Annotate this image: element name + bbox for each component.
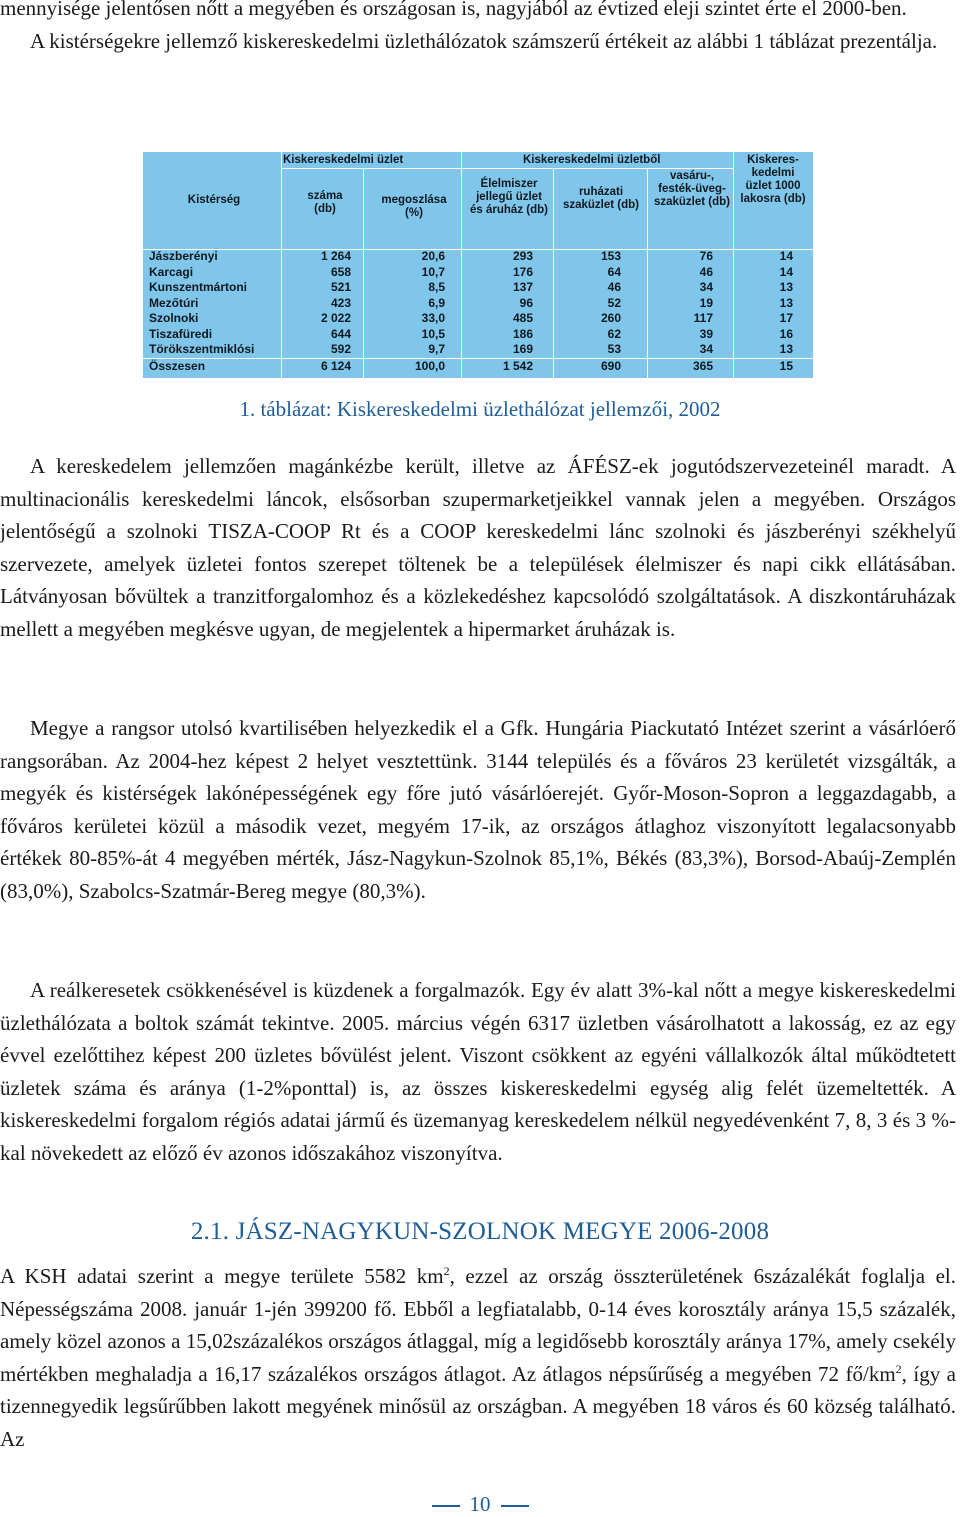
- page-number-dash: [432, 1505, 460, 1507]
- cell-szama: 644: [330, 326, 351, 341]
- retail-network-table: [143, 152, 813, 378]
- cell-kisterseg: Összesen: [149, 359, 206, 373]
- cell-elelmiszer: 137: [512, 280, 533, 294]
- cell-vasaru: 19: [699, 295, 713, 310]
- cell-szama: 592: [330, 342, 351, 356]
- cell-kisterseg: Tiszafüredi: [149, 326, 213, 341]
- cell-vasaru: 76: [699, 249, 713, 263]
- cell-per1000: 13: [779, 295, 793, 310]
- cell-kisterseg: Szolnoki: [149, 311, 199, 325]
- intro-paragraph: [0, 0, 956, 57]
- cell-vasaru: 46: [699, 264, 713, 279]
- header-kisterseg: Kistérség: [187, 194, 241, 206]
- cell-megoszlasa: 10,5: [421, 326, 445, 341]
- cell-elelmiszer: 293: [512, 249, 533, 263]
- cell-megoszlasa: 10,7: [421, 264, 445, 279]
- header-szama: száma (db): [307, 190, 343, 215]
- cell-elelmiszer: 1 542: [502, 359, 533, 373]
- cell-szama: 6 124: [320, 359, 351, 373]
- header-per1000: Kiskeres-kedelmi üzlet 1000 lakosra (db): [740, 154, 806, 205]
- cell-megoszlasa: 20,6: [421, 249, 445, 263]
- paragraph-1: [0, 450, 956, 646]
- cell-ruhazati: 690: [600, 359, 621, 373]
- table-row: [143, 311, 813, 327]
- cell-per1000: 16: [779, 326, 793, 341]
- cell-vasaru: 34: [699, 280, 713, 294]
- intro-line-2: A kistérségekre jellemző kiskereskedelmi üzlethálózatok számszerű értékeit az alábbi 1 táblázat prezentálja.: [30, 28, 938, 53]
- cell-ruhazati: 64: [607, 264, 621, 279]
- cell-per1000: 13: [779, 280, 793, 294]
- header-elelmiszer: Élelmiszer jellegű üzlet és áruház (db): [470, 178, 548, 216]
- cell-vasaru: 365: [692, 359, 713, 373]
- table-row: [143, 249, 813, 265]
- cell-per1000: 15: [779, 359, 793, 373]
- cell-megoszlasa: 6,9: [428, 295, 445, 310]
- cell-ruhazati: 153: [600, 249, 621, 263]
- cell-szama: 521: [330, 280, 351, 294]
- cell-megoszlasa: 8,5: [428, 280, 445, 294]
- grid-line: [281, 168, 733, 169]
- table-row-total: [143, 359, 813, 375]
- intro-line-1: mennyisége jelentősen nőtt a megyében és országosan is, nagyjából az évtized eleji szintet érte el 2000-ben.: [0, 0, 907, 20]
- paragraph-4: [0, 1260, 956, 1456]
- cell-kisterseg: Jászberényi: [149, 249, 218, 263]
- paragraph-4-text-a: A KSH adatai szerint a megye területe 5582 km: [0, 1264, 444, 1288]
- cell-vasaru: 39: [699, 326, 713, 341]
- superscript: 2: [895, 1361, 902, 1376]
- paragraph-1-text: A kereskedelem jellemzően magánkézbe került, illetve az ÁFÉSZ-ek jogutódszervezeteinél maradt. A multinacionális kereskedelmi láncok, elsősorban szupermarketjeikkel vannak jelen a megyében. Országos jelentőségű a szolnoki TISZA-COOP Rt és a COOP kereskedelmi lánc szolnoki és jászberényi székhelyű szervezete, amelyek üzletei fontos szerepet töltenek be a települések élelmiszer és napi cikk ellátásában. Látványosan bővültek a tranzitforgalomhoz és a közlekedéshez kapcsolódó szolgáltatások. A diszkontáruházak mellett a megyében megkésve ugyan, de megjelentek a hipermarket áruházak is.: [0, 454, 956, 641]
- cell-szama: 2 022: [320, 311, 351, 325]
- cell-per1000: 14: [779, 249, 793, 263]
- page-number-text: 10: [469, 1492, 491, 1516]
- cell-megoszlasa: 9,7: [428, 342, 445, 356]
- header-ruhazati: ruházati szaküzlet (db): [562, 186, 640, 211]
- header-megoszlasa: megoszlása (%): [381, 194, 447, 219]
- table-row: [143, 296, 813, 312]
- section-heading: 2.1. JÁSZ-NAGYKUN-SZOLNOK MEGYE 2006-2008: [190, 1218, 770, 1245]
- cell-kisterseg: Mezőtúri: [149, 295, 199, 310]
- superscript: 2: [443, 1264, 450, 1278]
- cell-ruhazati: 53: [607, 342, 621, 356]
- cell-per1000: 17: [779, 311, 793, 325]
- cell-kisterseg: Kunszentmártoni: [149, 280, 248, 294]
- cell-megoszlasa: 33,0: [421, 311, 445, 325]
- cell-ruhazati: 260: [600, 311, 621, 325]
- cell-elelmiszer: 96: [519, 295, 533, 310]
- cell-per1000: 13: [779, 342, 793, 356]
- cell-szama: 1 264: [320, 249, 351, 263]
- cell-megoszlasa: 100,0: [414, 359, 445, 373]
- paragraph-4-text-b: , ezzel az ország összterületének 6százalékát foglalja el. Népességszáma 2008. január 1-jén 399200 fő. Ebből a legfiatalabb, 0-14 éves korosztály aránya 15,5 százalék, amely közel azonos a 15,02százalékos országos átlaggal, míg a legidősebb korosztály aránya 17%, amely csekély mértékben meghaladja a 16,17 százalékos országos átlagot. Az átlagos népsűrűség a megyében 72 fő/km: [0, 1264, 956, 1386]
- cell-ruhazati: 52: [607, 295, 621, 310]
- cell-ruhazati: 62: [607, 326, 621, 341]
- table-row: [143, 265, 813, 281]
- cell-szama: 423: [330, 295, 351, 310]
- table-row: [143, 327, 813, 343]
- page-number-dash: [501, 1505, 529, 1507]
- page-number: [0, 1492, 960, 1517]
- cell-elelmiszer: 186: [512, 326, 533, 341]
- header-group-uzlet: Kiskereskedelmi üzlet: [283, 154, 404, 166]
- cell-szama: 658: [330, 264, 351, 279]
- cell-vasaru: 117: [693, 311, 713, 325]
- table-row: [143, 280, 813, 296]
- paragraph-4-text-c: , így a tizennegyedik legsűrűbben lakott megyének minősül az országban. A megyében 18 város és 60 község található. Az: [0, 1361, 956, 1451]
- header-vasaru: vasáru-, festék-üveg-szaküzlet (db): [653, 170, 731, 208]
- cell-elelmiszer: 176: [512, 264, 533, 279]
- paragraph-3-text: A reálkeresetek csökkenésével is küzdenek a forgalmazók. Egy év alatt 3%-kal nőtt a megye kiskereskedelmi üzlethálózata a boltok számát tekintve. 2005. március végén 6317 üzletben vásárolhatott a lakosság, ez az egy évvel ezelőttihez képest 200 üzletes bővülést jelent. Viszont csökkent az egyéni vállalkozók által működtetett üzletek száma és aránya (1-2%ponttal) is, az összes kiskereskedelmi egység alig felét üzemeltették. A kiskereskedelmi forgalom régiós adatai jármű és üzemanyag kereskedelem nélkül negyedévenként 7, 8, 3 és 3 %-kal növekedett az előző év azonos időszakához viszonyítva.: [0, 978, 956, 1165]
- header-group-uzletbol: Kiskereskedelmi üzletből: [523, 154, 661, 166]
- cell-per1000: 14: [779, 264, 793, 279]
- table-caption: 1. táblázat: Kiskereskedelmi üzlethálózat jellemzői, 2002: [239, 397, 721, 421]
- table-row: [143, 342, 813, 358]
- cell-elelmiszer: 169: [512, 342, 533, 356]
- cell-kisterseg: Törökszentmiklósi: [149, 342, 255, 356]
- cell-ruhazati: 46: [607, 280, 621, 294]
- cell-elelmiszer: 485: [512, 311, 533, 325]
- paragraph-2: [0, 712, 956, 908]
- paragraph-3: [0, 974, 956, 1170]
- paragraph-2-text: Megye a rangsor utolsó kvartilisében helyezkedik el a Gfk. Hungária Piackutató Intézet szerint a vásárlóerő rangsorában. Az 2004-hez képest 2 helyet vesztettünk. 3144 település és a főváros 23 kerületét vizsgálták, a megyék és kistérségek lakónépességének egy főre jutó vásárlóerejét. Győr-Moson-Sopron a leggazdagabb, a főváros kerületei közül a második vezet, megyém 17-ik, az országos átlaghoz viszonyított legalacsonyabb értékek 80-85%-át 4 megyében mérték, Jász-Nagykun-Szolnok 85,1%, Békés (83,3%), Borsod-Abaúj-Zemplén (83,0%), Szabolcs-Szatmár-Bereg megye (80,3%).: [0, 716, 956, 903]
- cell-kisterseg: Karcagi: [149, 264, 194, 279]
- cell-vasaru: 34: [699, 342, 713, 356]
